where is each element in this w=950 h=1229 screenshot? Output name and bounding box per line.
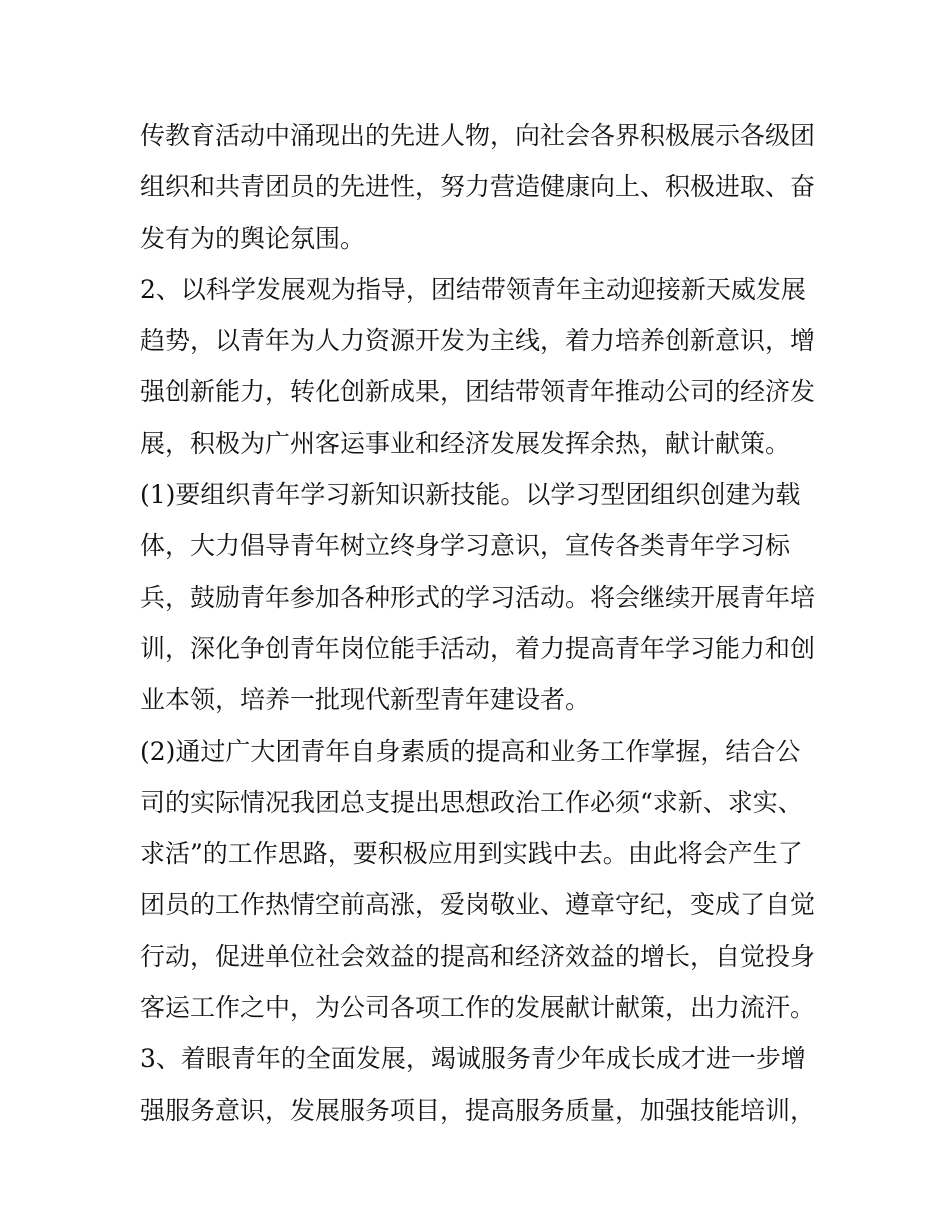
text-line: 兵，鼓励青年参加各种形式的学习活动。将会继续开展青年培 (140, 582, 816, 612)
text-line: 发有为的舆论氛围。 (140, 223, 366, 253)
text-line: 团员的工作热情空前高涨，爱岗敬业、遵章守纪，变成了自觉 (140, 890, 816, 920)
text-line: 客运工作之中，为公司各项工作的发展献计献策，出力流汗。 (140, 993, 816, 1023)
text-line: 司的实际情况我团总支提出思想政治工作必须“求新、求实、 (140, 787, 803, 817)
sub-item-2: (2)通过广大团青年自身素质的提高和业务工作掌握，结合公 (140, 736, 801, 766)
section-heading-3: 3、着眼青年的全面发展，竭诚服务青少年成长成才进一步增 (140, 1044, 806, 1074)
text-line: 强创新能力，转化创新成果，团结带领青年推动公司的经济发 (140, 377, 816, 407)
text-line: 求活”的工作思路，要积极应用到实践中去。由此将会产生了 (140, 839, 803, 869)
text-line: 业本领，培养一批现代新型青年建设者。 (140, 685, 591, 715)
text-line: 趋势，以青年为人力资源开发为主线，着力培养创新意识，增 (140, 326, 816, 356)
section-heading-2: 2、以科学发展观为指导，团结带领青年主动迎接新天威发展 (140, 274, 806, 304)
text-line: 展，积极为广州客运事业和经济发展发挥余热，献计献策。 (140, 428, 791, 458)
text-line: 传教育活动中涌现出的先进人物，向社会各界积极展示各级团 (140, 121, 816, 150)
text-line: 训，深化争创青年岗位能手活动，着力提高青年学习能力和创 (140, 633, 816, 663)
text-line: 组织和共青团员的先进性，努力营造健康向上、积极进取、奋 (140, 172, 816, 202)
sub-item-1: (1)要组织青年学习新知识新技能。以学习型团组织创建为载 (140, 480, 801, 510)
text-line: 行动，促进单位社会效益的提高和经济效益的增长，自觉投身 (140, 941, 816, 971)
text-line: 强服务意识，发展服务项目，提高服务质量，加强技能培训， (140, 1095, 816, 1125)
document-body (140, 110, 820, 1136)
text-line: 体，大力倡导青年树立终身学习意识，宣传各类青年学习标 (140, 531, 791, 561)
